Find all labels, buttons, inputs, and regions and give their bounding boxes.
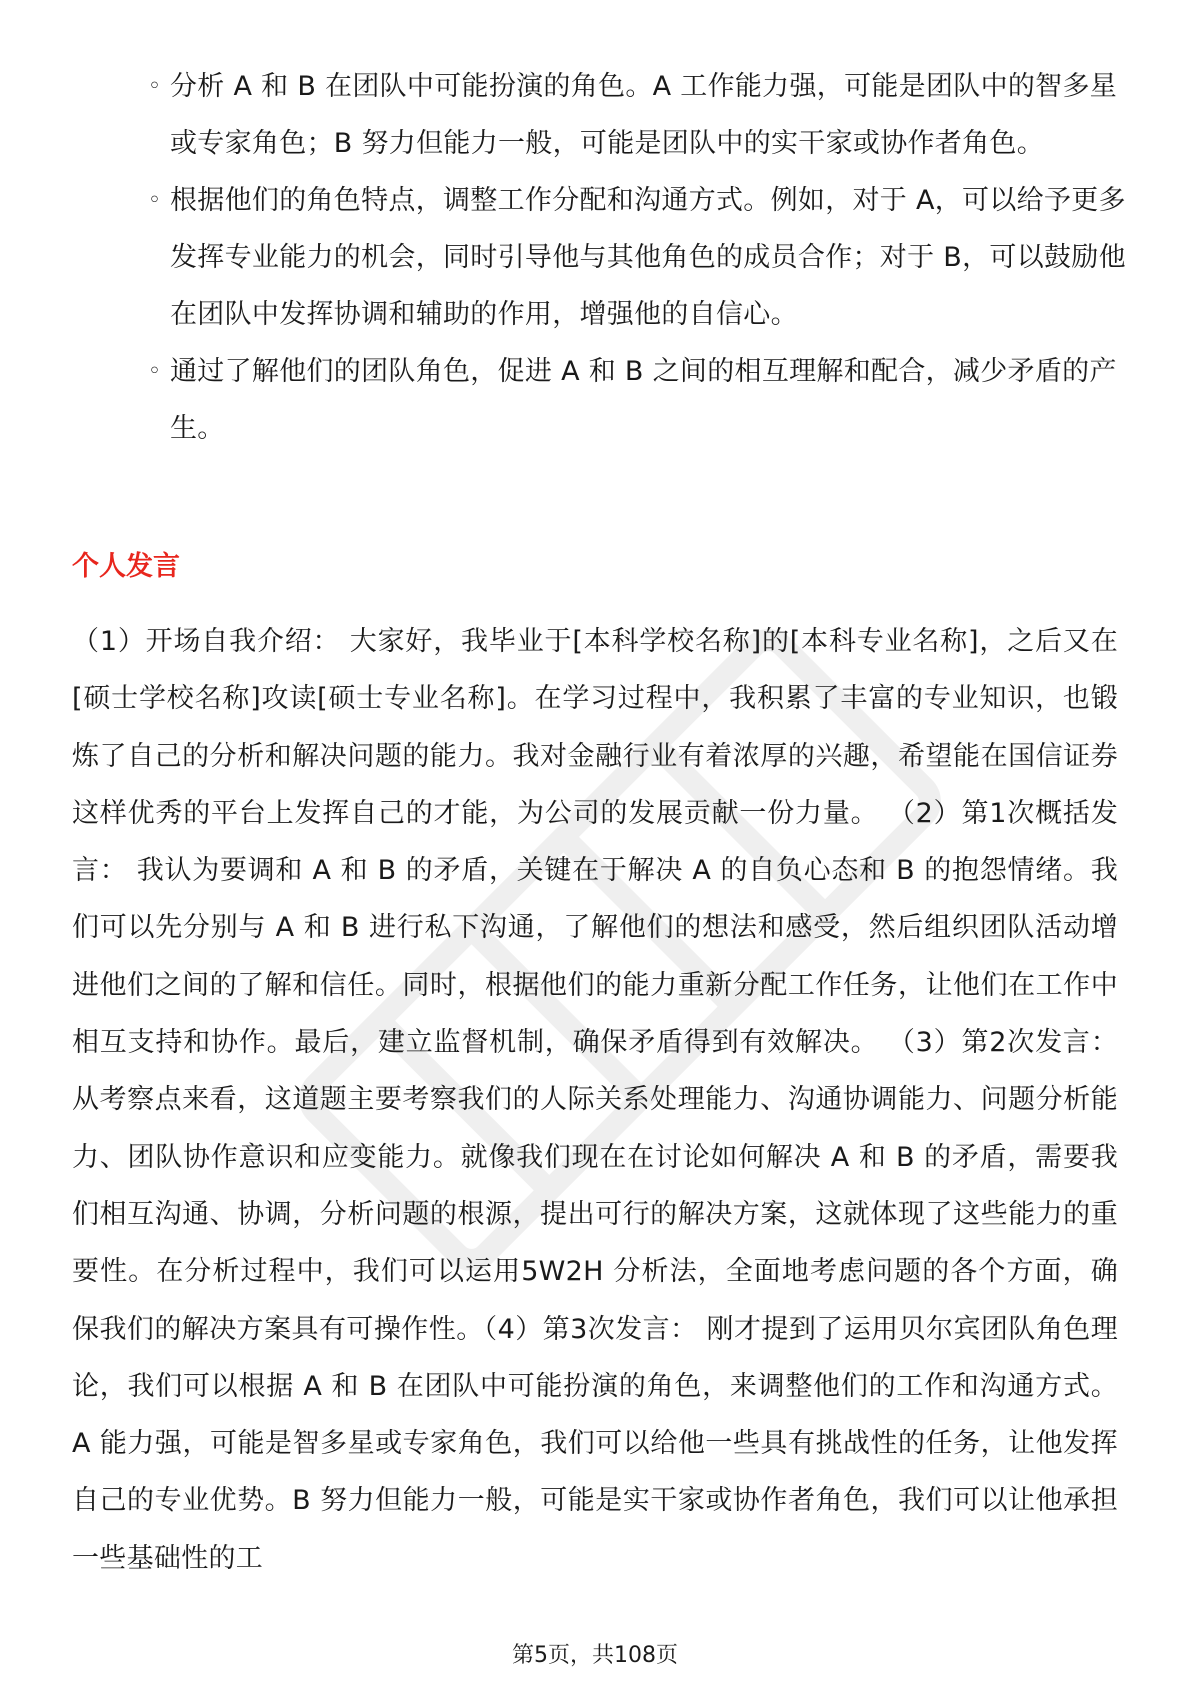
- list-item-text: 根据他们的角色特点，调整工作分配和沟通方式。例如，对于 A，可以给予更多发挥专业能力的机会，同时引导他与其他角色的成员合作；对于 B，可以鼓励他在团队中发挥协调和辅助的作用，增强他的自信心。: [170, 185, 1126, 330]
- list-item-text: 通过了解他们的团队角色，促进 A 和 B 之间的相互理解和配合，减少矛盾的产生。: [170, 356, 1117, 444]
- section-title: 个人发言: [72, 551, 180, 582]
- page-footer: 第5页，共108页: [512, 1643, 678, 1668]
- body-paragraph: （1）开场自我介绍： 大家好，我毕业于[本科学校名称]的[本科专业名称]，之后又在[硕士学校名称]攻读[硕士专业名称]。在学习过程中，我积累了丰富的专业知识，也锻炼了自己的分析和解决问题的能力。我对金融行业有着浓厚的兴趣，希望能在国信证券这样优秀的平台上发挥自己的才能，为公司的发展贡献一份力量。 （2）第1次概括发言： 我认为要调和 A 和 B 的矛盾，关键在于解决 A 的自负心态和 B 的抱怨情绪。我们可以先分别与 A 和 B 进行私下沟通，了解他们的想法和感受，然后组织团队活动增进他们之间的了解和信任。同时，根据他们的能力重新分配工作任务，让他们在工作中相互支持和协作。最后，建立监督机制，确保矛盾得到有效解决。 （3）第2次发言： 从考察点来看，这道题主要考察我们的人际关系处理能力、沟通协调能力、问题分析能力、团队协作意识和应变能力。就像我们现在在讨论如何解决 A 和 B 的矛盾，需要我们相互沟通、协调，分析问题的根源，提出可行的解决方案，这就体现了这些能力的重要性。在分析过程中，我们可以运用5W2H 分析法，全面地考虑问题的各个方面，确保我们的解决方案具有可操作性。（4）第3次发言： 刚才提到了运用贝尔宾团队角色理论，我们可以根据 A 和 B 在团队中可能扮演的角色，来调整他们的工作和沟通方式。A 能力强，可能是智多星或专家角色，我们可以给他一些具有挑战性的任务，让他发挥自己的专业优势。B 努力但能力一般，可能是实干家或协作者角色，我们可以让他承担一些基础性的工: [72, 626, 1118, 1574]
- list-item-text: 分析 A 和 B 在团队中可能扮演的角色。A 工作能力强，可能是团队中的智多星或专家角色；B 努力但能力一般，可能是团队中的实干家或协作者角色。: [170, 71, 1118, 159]
- bullet-list: [148, 58, 1128, 457]
- bullet-circle-icon: ◦: [148, 359, 161, 384]
- bullet-circle-icon: ◦: [148, 188, 161, 213]
- list-item: [148, 58, 1128, 172]
- bullet-circle-icon: ◦: [148, 74, 161, 99]
- list-item: [148, 172, 1128, 343]
- list-item: [148, 343, 1128, 457]
